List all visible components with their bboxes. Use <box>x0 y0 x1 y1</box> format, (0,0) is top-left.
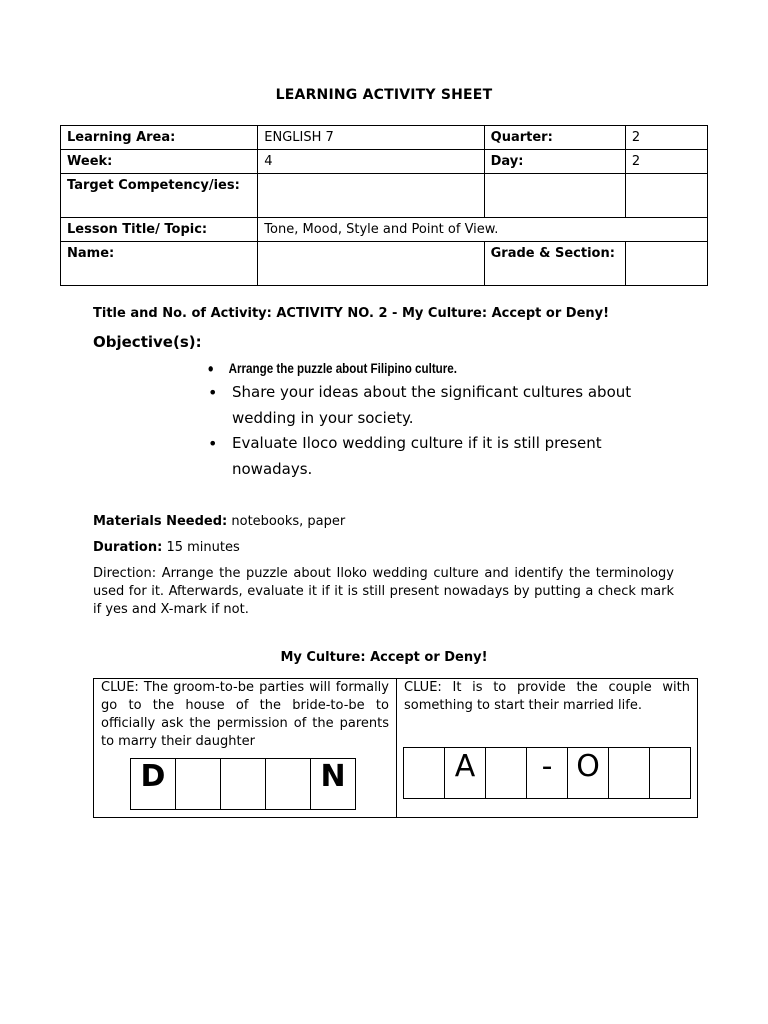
table-row <box>61 218 708 242</box>
lesson-title-value[interactable]: Tone, Mood, Style and Point of View. <box>258 218 708 242</box>
materials-value: notebooks, paper <box>231 514 346 529</box>
letter-box[interactable] <box>649 747 691 799</box>
letter-box[interactable]: D <box>130 758 176 810</box>
week-label: Week: <box>61 150 258 174</box>
table-row <box>61 150 708 174</box>
letter-box[interactable]: A <box>444 747 486 799</box>
learning-area-value[interactable]: ENGLISH 7 <box>258 126 484 150</box>
table-row <box>61 174 708 218</box>
day-value[interactable]: 2 <box>625 150 707 174</box>
clue-1: CLUE: The groom-to-be parties will formally go to the house of the bride-to-be to officially ask the permission of the parents to marry their daughter <box>101 680 389 749</box>
page-title: LEARNING ACTIVITY SHEET <box>275 87 493 103</box>
letter-box[interactable] <box>265 758 311 810</box>
duration-label: Duration: <box>93 540 163 555</box>
materials-line <box>93 514 345 529</box>
clue-2: CLUE: It is to provide the couple with something to start their married life. <box>404 680 690 713</box>
activity-title: Title and No. of Activity: ACTIVITY NO. 2 - My Culture: Accept or Deny! <box>93 306 610 321</box>
direction-text: Direction: Arrange the puzzle about Iloko wedding culture and identify the terminology used for it. Afterwards, evaluate it if it is still present nowadays by putting a check mark if yes and X-mark if not. <box>93 566 674 617</box>
duration-line <box>93 540 240 555</box>
table-row <box>61 242 708 286</box>
week-value[interactable]: 4 <box>258 150 484 174</box>
puzzle-cell-1 <box>94 679 397 817</box>
puzzle-cell-2 <box>397 679 697 817</box>
quarter-value[interactable]: 2 <box>625 126 707 150</box>
learning-area-label: Learning Area: <box>61 126 258 150</box>
letter-box[interactable]: O <box>567 747 609 799</box>
letter-boxes-2 <box>404 747 691 799</box>
materials-label: Materials Needed: <box>93 514 228 529</box>
target-competency-label: Target Competency/ies: <box>61 174 258 218</box>
letter-box[interactable]: N <box>310 758 356 810</box>
grade-section-label: Grade & Section: <box>484 242 625 286</box>
name-field[interactable] <box>258 242 484 286</box>
letter-box[interactable] <box>485 747 527 799</box>
lesson-title-label: Lesson Title/ Topic: <box>61 218 258 242</box>
objectives-list <box>208 358 678 482</box>
puzzle-title: My Culture: Accept or Deny! <box>280 650 488 665</box>
quarter-label: Quarter: <box>484 126 625 150</box>
letter-box[interactable] <box>608 747 650 799</box>
puzzle-table <box>93 678 698 818</box>
list-item: • Share your ideas about the significant cultures about wedding in your society. <box>208 380 678 431</box>
letter-box[interactable] <box>220 758 266 810</box>
day-label: Day: <box>484 150 625 174</box>
letter-boxes-1 <box>131 758 356 810</box>
target-competency-field[interactable] <box>258 174 484 218</box>
grade-section-field[interactable] <box>625 242 707 286</box>
empty-cell[interactable] <box>484 174 625 218</box>
list-item: • Evaluate Iloco wedding culture if it is still present nowadays. <box>208 431 678 482</box>
letter-box[interactable] <box>175 758 221 810</box>
list-item: • Arrange the puzzle about Filipino culture. <box>208 358 612 380</box>
letter-box[interactable]: - <box>526 747 568 799</box>
empty-cell[interactable] <box>625 174 707 218</box>
duration-value: 15 minutes <box>166 540 240 555</box>
info-table <box>60 125 708 286</box>
table-row <box>61 126 708 150</box>
objectives-heading: Objective(s): <box>93 333 202 351</box>
name-label: Name: <box>61 242 258 286</box>
letter-box[interactable] <box>403 747 445 799</box>
